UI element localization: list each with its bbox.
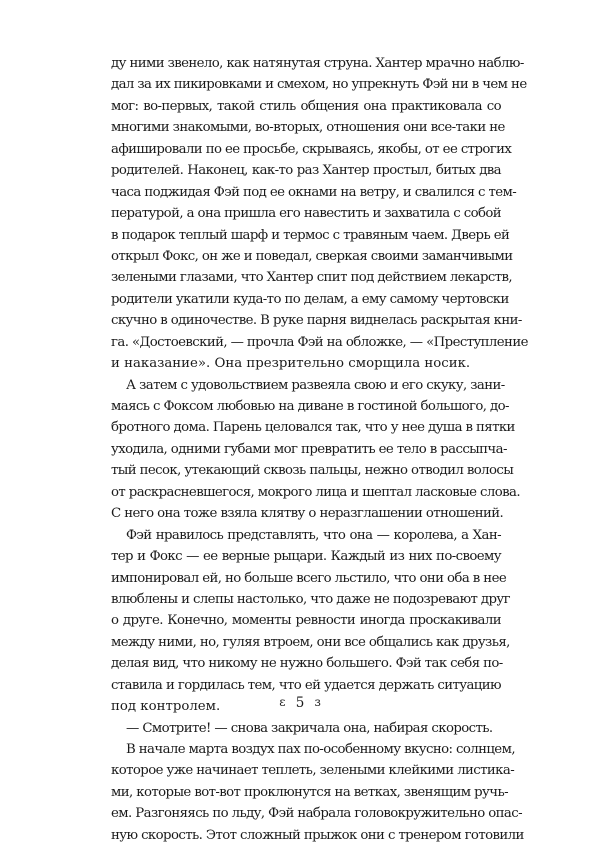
- text-line: и наказание». Она презрительно сморщила носик.: [111, 356, 471, 372]
- text-line: ставила и гордилась тем, что ей удается держать ситуацию: [111, 677, 501, 693]
- text-line: тый песок, утекающий сквозь пальцы, нежно отводил волосы: [111, 463, 514, 479]
- text-line: ду ними звенело, как натянутая струна. Хантер мрачно наблю-: [111, 56, 524, 71]
- text-line: С него она тоже взяла клятву о неразглашении отношений.: [111, 506, 504, 522]
- text-line: многими знакомыми, во-вторых, отношения они все-таки не: [111, 120, 505, 136]
- text-line: мог: во-первых, такой стиль общения она практиковала со: [111, 98, 501, 114]
- text-line: пературой, а она пришла его навестить и захватила с собой: [111, 206, 502, 222]
- text-line: влюблены и слепы настолько, что даже не подозревают друг: [111, 591, 511, 607]
- text-line: афишировали по ее просьбе, скрываясь, якобы, от ее строгих: [111, 141, 512, 157]
- text-line: ми, которые вот-вот проклюнутся на ветках, звенящим ручь-: [111, 784, 508, 800]
- text-line: родителей. Наконец, как-то раз Хантер простыл, битых два: [111, 163, 501, 179]
- text-line: делая вид, что никому не нужно большего. Фэй так себя по-: [111, 656, 503, 672]
- text-line: между ними, но, гуляя втроем, они все общались как друзья,: [111, 634, 510, 650]
- text-line: зелеными глазами, что Хантер спит под действием лекарств,: [111, 270, 513, 286]
- text-line: тер и Фокс — ее верные рыцари. Каждый из них по-своему: [111, 549, 501, 565]
- text-line: уходила, одними губами мог превратить ее тело в рассыпча-: [111, 441, 507, 457]
- text-line: родители укатили куда-то по делам, а ему самому чертовски: [111, 291, 509, 307]
- paragraph-first-line: Фэй нравилось представлять, что она — королева, а Хан-: [126, 527, 501, 543]
- text-line: дал за их пикировками и смехом, но упрекнуть Фэй ни в чем не: [111, 77, 527, 93]
- text-line: импонировал ей, но больше всего льстило, что они оба в нее: [111, 570, 507, 586]
- paragraph-first-line: — Смотрите! — снова закричала она, набирая скорость.: [126, 720, 493, 736]
- paragraph-first-line: В начале марта воздух пах по-особенному вкусно: солнцем,: [126, 742, 515, 757]
- page-number: 5: [295, 695, 305, 711]
- text-line: о друге. Конечно, моменты ревности иногда проскакивали: [111, 613, 501, 629]
- text-line: часа поджидая Фэй под ее окнами на ветру, и свалился с тем-: [111, 184, 517, 200]
- body-text: [111, 53, 528, 846]
- text-line: скучно в одиночестве. В руке парня виднелась раскрытая кни-: [111, 313, 522, 329]
- text-line: от раскрасневшегося, мокрого лица и шептал ласковые слова.: [111, 484, 520, 500]
- text-line: в подарок теплый шарф и термос с травяным чаем. Дверь ей: [111, 227, 510, 243]
- text-line: открыл Фокс, он же и поведал, сверкая своими заманчивыми: [111, 248, 513, 264]
- text-line: га. «Достоевский, — прочла Фэй на обложке, — «Преступление: [111, 334, 528, 350]
- right-ornament-icon: ɜ: [314, 695, 321, 709]
- text-line: маясь с Фоксом любовью на диване в гостиной большого, до-: [111, 399, 509, 414]
- text-line: ем. Разгоняясь по льду, Фэй набрала головокружительно опас-: [111, 806, 522, 822]
- text-line: ную скорость. Этот сложный прыжок они с тренером готовили: [111, 827, 524, 843]
- paragraph-first-line: А затем с удовольствием развеяла свою и его скуку, зани-: [126, 377, 505, 393]
- left-ornament-icon: ɛ: [279, 695, 286, 709]
- text-line: которое уже начинает теплеть, зелеными клейкими листика-: [111, 763, 515, 779]
- page-number-footer: [0, 695, 600, 711]
- text-line: бротного дома. Парень целовался так, что у нее душа в пятки: [111, 420, 515, 436]
- text-line: под контролем.: [111, 699, 221, 715]
